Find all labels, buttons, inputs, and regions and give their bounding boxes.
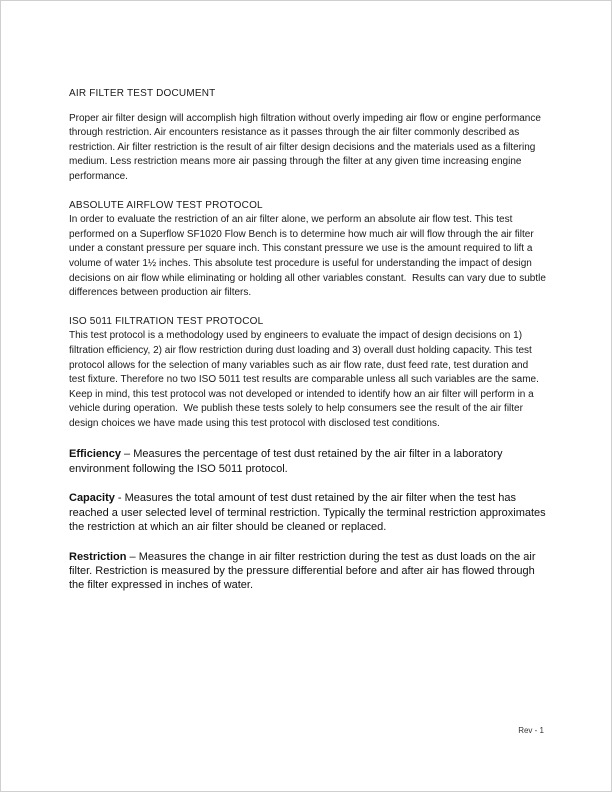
definition-restriction <box>69 550 547 593</box>
definition-capacity <box>69 491 547 534</box>
section-heading-absolute-airflow: ABSOLUTE AIRFLOW TEST PROTOCOL <box>69 199 263 211</box>
definition-text-capacity: - Measures the total amount of test dust retained by the air filter when the test has reached a user selected level of terminal restriction. Typically the terminal restriction approximates the restriction at which an air filter should be cleaned or replaced. <box>69 492 546 534</box>
definition-term-efficiency: Efficiency <box>69 448 121 461</box>
definition-term-capacity: Capacity <box>69 492 115 505</box>
section-iso-5011 <box>69 315 547 432</box>
definitions-block <box>69 447 547 592</box>
definition-efficiency <box>69 447 547 476</box>
definition-text-restriction: – Measures the change in air filter restriction during the test as dust loads on the air filter. Restriction is measured by the pressure differential before and after air has flowed through the filter expressed in inches of water. <box>69 550 536 592</box>
definition-term-restriction: Restriction <box>69 550 127 563</box>
section-body-absolute-airflow: In order to evaluate the restriction of an air filter alone, we perform an absolute air flow test. This test performed on a Superflow SF1020 Flow Bench is to determine how much air will flow through the air filter under a constant pressure per square inch. This constant pressure we use is the amount required to lift a volume of water 1½ inches. This absolute test procedure is useful for understanding the impact of design decisions on air flow while eliminating or holding all other variables constant. Results can vary due to subtle differences between production air filters. <box>69 214 549 299</box>
document-title: AIR FILTER TEST DOCUMENT <box>69 88 216 99</box>
definition-text-efficiency: – Measures the percentage of test dust retained by the air filter in a laboratory environment following the ISO 5011 protocol. <box>69 448 503 475</box>
section-body-iso-5011: This test protocol is a methodology used by engineers to evaluate the impact of design decisions on 1) filtration efficiency, 2) air flow restriction during dust loading and 3) overall dust holding capacity. This test protocol allows for the selection of many variables such as air flow rate, dust feed rate, test duration and test fixture. Therefore no two ISO 5011 test results are comparable unless all such variables are the same. Keep in mind, this test protocol was not developed or intended to identify how an air filter will perform in a vehicle during operation. We publish these tests solely to help consumers see the result of the air filter design choices we have made using this test protocol with disclosed test conditions. <box>69 330 542 429</box>
section-heading-iso-5011: ISO 5011 FILTRATION TEST PROTOCOL <box>69 315 264 327</box>
section-absolute-airflow <box>69 199 547 301</box>
page-footer-revision: Rev - 1 <box>518 726 544 735</box>
intro-paragraph: Proper air filter design will accomplish high filtration without overly impeding air flow or engine performance through restriction. Air encounters resistance as it passes through the air filter commonly described as restriction. Air filter restriction is the result of air filter design decisions and the materials used as a filtering medium. Less restriction means more air passing through the filter at any given time increasing engine performance. <box>69 112 544 182</box>
document-content <box>69 87 547 608</box>
